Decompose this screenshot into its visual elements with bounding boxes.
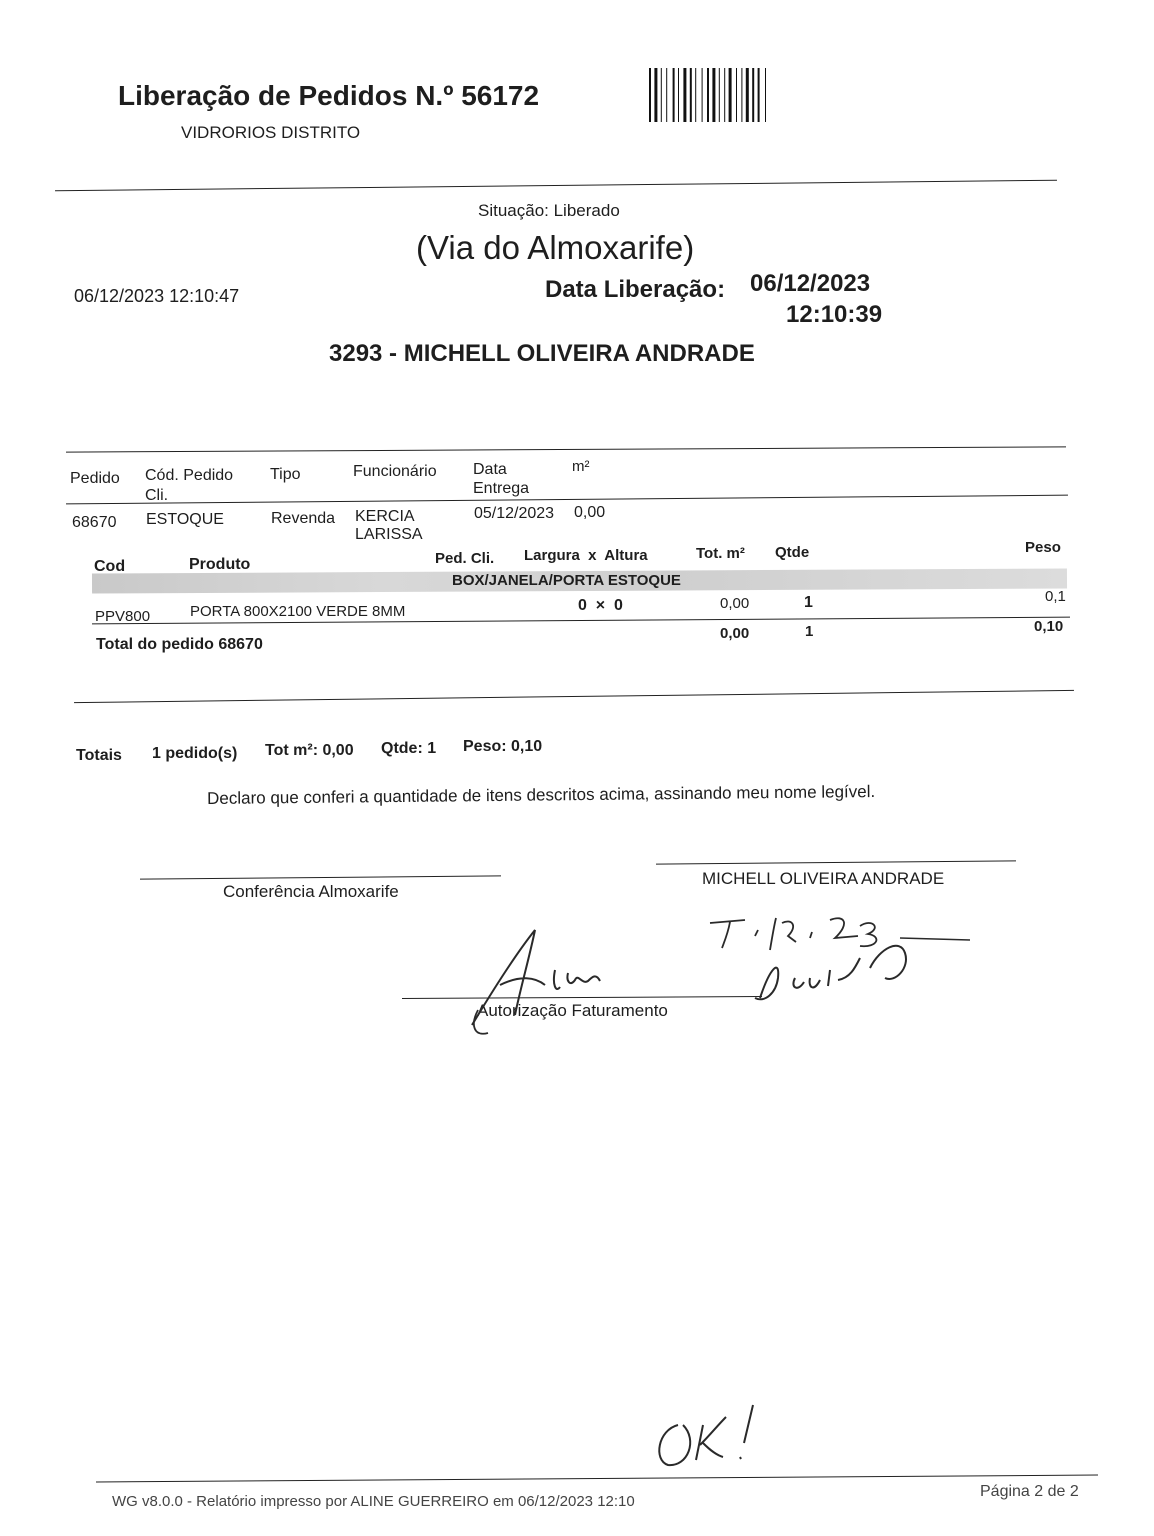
company-name: VIDRORIOS DISTRITO [181, 123, 361, 142]
items-header-cod: Cod [94, 558, 126, 575]
header-cod-pedido-cli: Cli. [145, 487, 169, 504]
row-pedido: 68670 [72, 514, 117, 531]
header-tipo: Tipo [270, 466, 301, 483]
items-header-largura-altura: Largura x Altura [524, 547, 648, 564]
signature-line-conferencia [140, 875, 501, 879]
items-header-produto: Produto [189, 556, 251, 573]
signature-label-autorizacao: Autorização Faturamento [477, 1001, 668, 1020]
signature-label-client: MICHELL OLIVEIRA ANDRADE [702, 869, 945, 888]
row-data-entrega: 05/12/2023 [474, 505, 555, 522]
print-datetime: 06/12/2023 12:10:47 [74, 286, 240, 306]
row-funcionario-2: LARISSA [355, 526, 423, 543]
header-funcionario: Funcionário [353, 463, 437, 480]
client-name-heading: 3293 - MICHELL OLIVEIRA ANDRADE [329, 340, 755, 367]
totals-pedidos: 1 pedido(s) [152, 745, 238, 762]
divider-line [55, 180, 1057, 191]
release-date: 06/12/2023 [750, 270, 871, 297]
order-total-peso: 0,10 [1034, 618, 1064, 635]
items-header-peso: Peso [1025, 539, 1061, 556]
barcode [648, 68, 826, 122]
items-header-ped-cli: Ped. Cli. [435, 550, 495, 567]
item-peso: 0,1 [1045, 588, 1066, 605]
group-label: BOX/JANELA/PORTA ESTOQUE [452, 572, 681, 589]
row-m2: 0,00 [574, 504, 606, 521]
item-produto: PORTA 800X2100 VERDE 8MM [190, 603, 406, 620]
header-pedido: Pedido [70, 470, 120, 487]
release-time: 12:10:39 [786, 301, 883, 328]
signature-label-conferencia: Conferência Almoxarife [223, 882, 399, 901]
footer-page-number: Página 2 de 2 [980, 1483, 1079, 1500]
table-top-line [66, 446, 1066, 452]
item-tot-m2: 0,00 [720, 595, 750, 612]
handwritten-signature-aline [460, 915, 640, 1045]
signature-line-client [656, 860, 1016, 864]
header-data-entrega: Entrega [473, 480, 530, 497]
item-dims: 0 × 0 [578, 597, 623, 614]
header-data: Data [473, 461, 507, 478]
totals-qtde: Qtde: 1 [381, 740, 437, 757]
handwritten-ok-note [648, 1395, 778, 1475]
status-text: Situação: Liberado [478, 201, 620, 220]
items-header-tot-m2: Tot. m² [696, 545, 745, 562]
item-cod: PPV800 [95, 608, 151, 625]
row-funcionario-1: KERCIA [355, 508, 415, 525]
copy-label: (Via do Almoxarife) [416, 229, 695, 266]
release-label: Data Liberação: [545, 276, 726, 303]
row-cod-pedido: ESTOQUE [146, 511, 224, 528]
items-header-qtde: Qtde [775, 544, 810, 561]
document-title: Liberação de Pedidos N.º 56172 [118, 80, 540, 111]
table-bottom-line [74, 690, 1074, 703]
totals-peso: Peso: 0,10 [463, 738, 543, 755]
order-total-qtde: 1 [805, 623, 814, 640]
totals-tot-m2: Tot m²: 0,00 [265, 742, 354, 759]
declaration-text: Declaro que conferi a quantidade de itens descritos acima, assinando meu nome legível. [207, 782, 876, 808]
order-total-label: Total do pedido 68670 [96, 636, 263, 653]
header-bottom-line [66, 495, 1068, 505]
header-m2: m² [572, 458, 590, 475]
handwritten-signature-client [700, 908, 980, 1018]
footer-line [96, 1475, 1098, 1483]
order-total-m2: 0,00 [720, 625, 750, 642]
totals-label: Totais [76, 747, 122, 764]
footer-printed-by: WG v8.0.0 - Relatório impresso por ALINE GUERREIRO em 06/12/2023 12:10 [112, 1493, 635, 1510]
item-qtde: 1 [804, 594, 813, 611]
row-tipo: Revenda [271, 510, 336, 527]
header-cod-pedido: Cód. Pedido [145, 467, 234, 484]
